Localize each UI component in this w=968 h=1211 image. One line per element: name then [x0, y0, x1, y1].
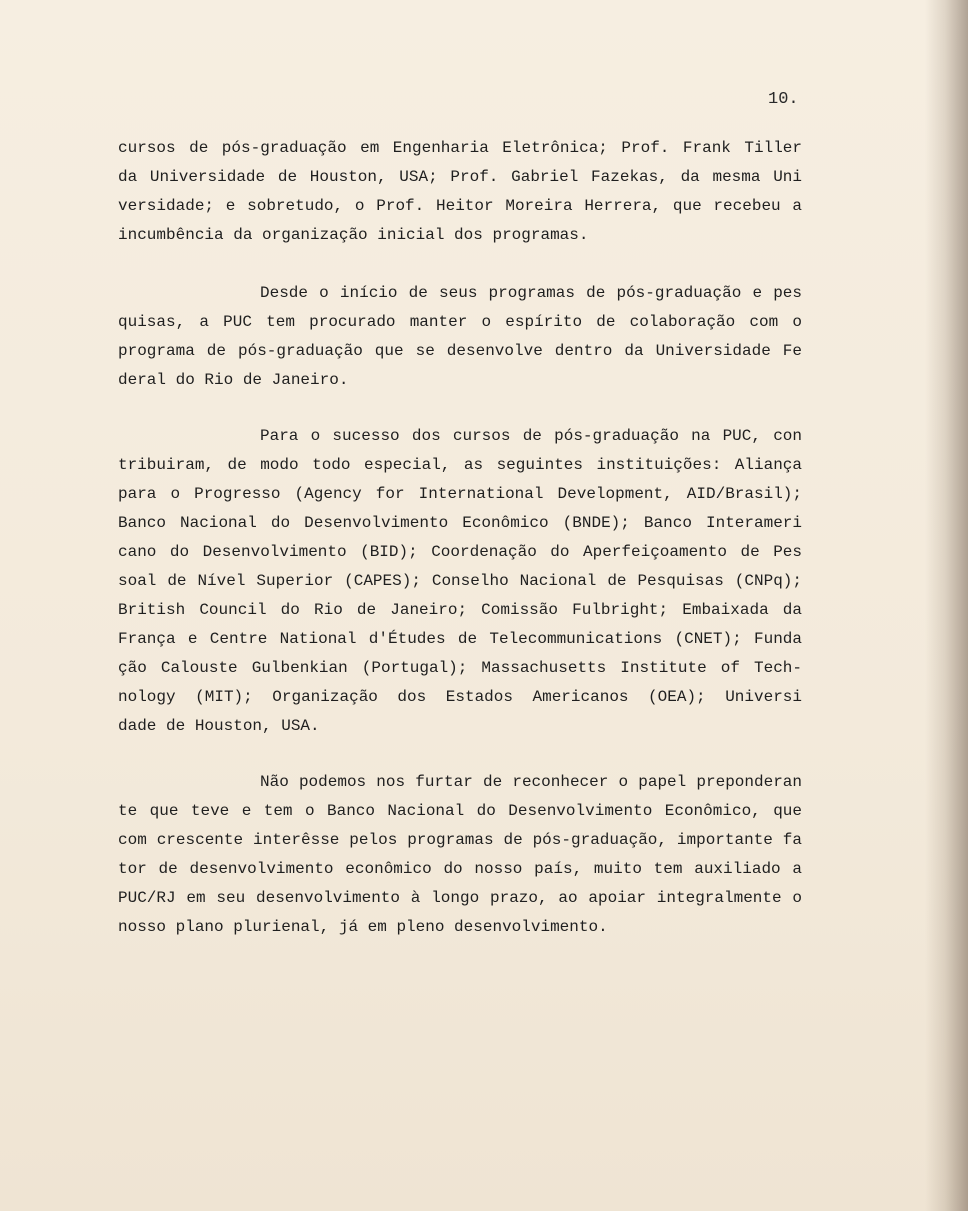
page-number: 10. — [768, 90, 799, 109]
text-line: dade de Houston, USA. — [118, 717, 320, 735]
text-line: Não podemos nos furtar de reconhecer o papel preponderan — [260, 773, 802, 791]
text-line: tor de desenvolvimento econômico do nosso país, muito tem auxiliado a — [118, 860, 802, 878]
text-line: Para o sucesso dos cursos de pós-graduação na PUC, con — [260, 427, 802, 445]
text-line: nology (MIT); Organização dos Estados Americanos (OEA); Universi — [118, 688, 802, 706]
text-line: Banco Nacional do Desenvolvimento Econômico (BNDE); Banco Interameri — [118, 514, 802, 532]
text-line: cursos de pós-graduação em Engenharia Eletrônica; Prof. Frank Tiller — [118, 139, 802, 157]
text-line: incumbência da organização inicial dos programas. — [118, 226, 589, 244]
text-line: França e Centre National d'Études de Telecommunications (CNET); Funda — [118, 630, 802, 648]
text-line: programa de pós-graduação que se desenvolve dentro da Universidade Fe — [118, 342, 802, 360]
paragraph-4 — [118, 768, 802, 942]
text-line: te que teve e tem o Banco Nacional do Desenvolvimento Econômico, que — [118, 802, 802, 820]
text-line: deral do Rio de Janeiro. — [118, 371, 349, 389]
text-line: British Council do Rio de Janeiro; Comissão Fulbright; Embaixada da — [118, 601, 802, 619]
text-line: versidade; e sobretudo, o Prof. Heitor Moreira Herrera, que recebeu a — [118, 197, 802, 215]
paragraph-1 — [118, 134, 802, 250]
paragraph-3 — [118, 422, 802, 741]
text-line: quisas, a PUC tem procurado manter o espírito de colaboração com o — [118, 313, 802, 331]
text-line: da Universidade de Houston, USA; Prof. Gabriel Fazekas, da mesma Uni — [118, 168, 802, 186]
text-line: ção Calouste Gulbenkian (Portugal); Massachusetts Institute of Tech- — [118, 659, 802, 677]
text-line: tribuiram, de modo todo especial, as seguintes instituições: Aliança — [118, 456, 802, 474]
text-line: Desde o início de seus programas de pós-graduação e pes — [260, 284, 802, 302]
text-line: cano do Desenvolvimento (BID); Coordenação do Aperfeiçoamento de Pes — [118, 543, 802, 561]
text-line: soal de Nível Superior (CAPES); Conselho Nacional de Pesquisas (CNPq); — [118, 572, 802, 590]
paragraph-2 — [118, 279, 802, 395]
text-line: nosso plano plurienal, já em pleno desenvolvimento. — [118, 918, 608, 936]
text-line: para o Progresso (Agency for International Development, AID/Brasil); — [118, 485, 802, 503]
text-line: com crescente interêsse pelos programas de pós-graduação, importante fa — [118, 831, 802, 849]
text-line: PUC/RJ em seu desenvolvimento à longo prazo, ao apoiar integralmente o — [118, 889, 802, 907]
